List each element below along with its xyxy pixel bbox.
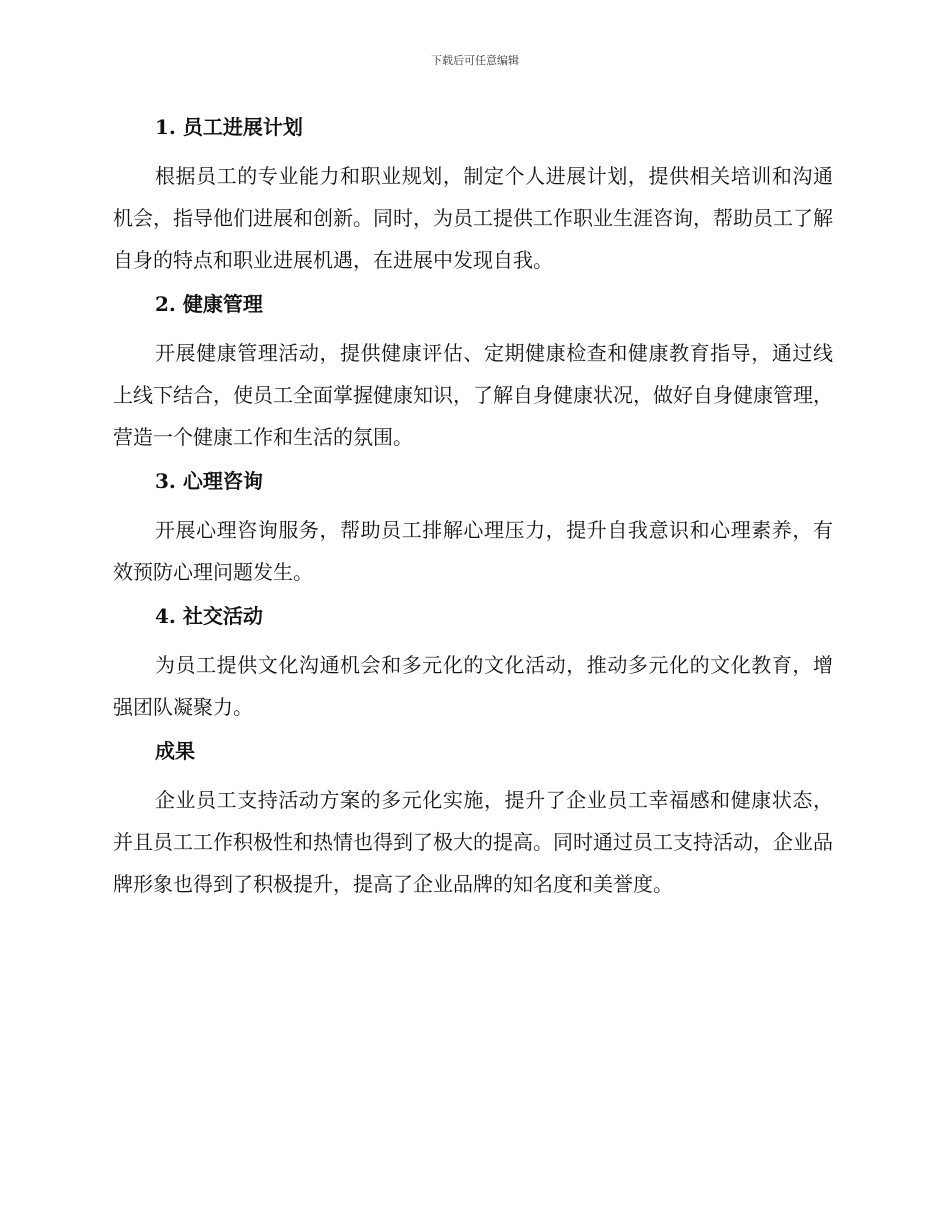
section-body-health-management: 开展健康管理活动，提供健康评估、定期健康检查和健康教育指导，通过线上线下结合，使员工全面掌握健康知识，了解自身健康状况，做好自身健康管理，营造一个健康工作和生活的氛围。 (113, 341, 833, 449)
section-body-results: 企业员工支持活动方案的多元化实施，提升了企业员工幸福感和健康状态，并且员工工作积极性和热情也得到了极大的提高。同时通过员工支持活动，企业品牌形象也得到了积极提升，提高了企业品牌的知名度和美誉度。 (113, 788, 833, 896)
section-heading-social-activities: 4. 社交活动 (155, 604, 263, 628)
document-content (113, 112, 833, 913)
page-header: 下载后可任意编辑 (431, 54, 519, 67)
section-heading-health-management: 2. 健康管理 (155, 292, 263, 316)
section-body-development-plan: 根据员工的专业能力和职业规划，制定个人进展计划，提供相关培训和沟通机会，指导他们进展和创新。同时，为员工提供工作职业生涯咨询，帮助员工了解自身的特点和职业进展机遇，在进展中发现自我。 (113, 164, 833, 272)
section-heading-counseling: 3. 心理咨询 (155, 469, 263, 493)
section-heading-results: 成果 (155, 739, 195, 763)
section-body-counseling: 开展心理咨询服务，帮助员工排解心理压力，提升自我意识和心理素养，有效预防心理问题发生。 (113, 518, 833, 584)
section-heading-development-plan: 1. 员工进展计划 (155, 115, 303, 139)
section-body-social-activities: 为员工提供文化沟通机会和多元化的文化活动，推动多元化的文化教育，增强团队凝聚力。 (113, 653, 833, 719)
